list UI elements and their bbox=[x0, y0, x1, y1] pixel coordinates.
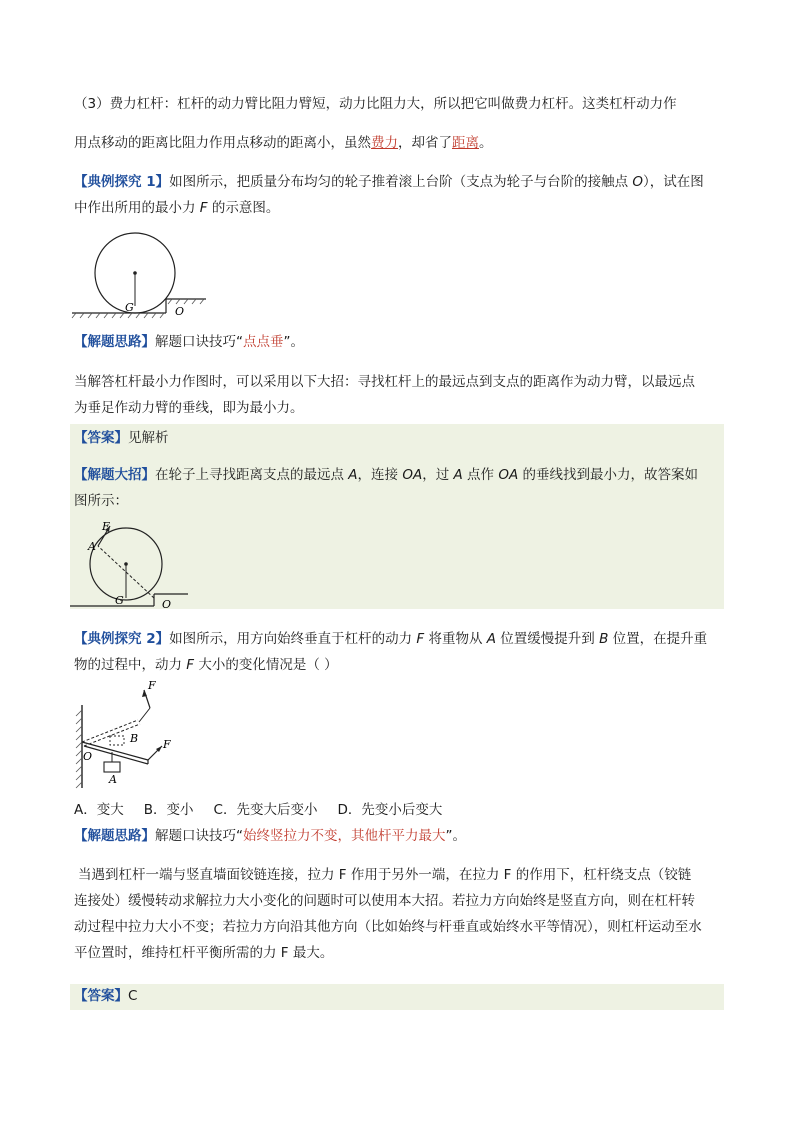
tip1-line bbox=[74, 332, 724, 352]
example2-question-cont bbox=[74, 655, 724, 675]
paragraph-line bbox=[74, 133, 724, 153]
option-d[interactable]: D．先变小后变大 bbox=[337, 802, 443, 818]
tip2-body: 当遇到杠杆一端与竖直墙面铰链连接，拉力 F 作用于另外一端，在拉力 F 的作用下，杠杆绕支点（铰链 bbox=[78, 867, 692, 883]
var-O: O bbox=[632, 174, 644, 190]
option-c[interactable]: C．先变大后变小 bbox=[213, 802, 318, 818]
tip2-body: 连接处）缓慢转动求解拉力大小变化的问题时可以使用本大招。若拉力方向始终是竖直方向，则在杠杆转 bbox=[74, 893, 695, 909]
text-span: 将重物从 bbox=[424, 631, 487, 647]
text-span: 大小的变化情况是（ ） bbox=[194, 657, 338, 673]
text-span: 点作 bbox=[462, 467, 499, 483]
label-O: O bbox=[175, 305, 185, 318]
answer1-solution bbox=[74, 465, 724, 485]
text-span: 解题口诀技巧“ bbox=[155, 334, 243, 350]
highlight-text: 费力 bbox=[371, 135, 398, 151]
example1-question bbox=[74, 172, 724, 192]
label-G: G bbox=[125, 301, 134, 314]
text-span: 的垂线找到最小力，故答案如 bbox=[518, 467, 699, 483]
text-span: 如图所示，用方向始终垂直于杠杆的动力 bbox=[169, 631, 417, 647]
tip1-body: 当解答杠杆最小力作图时，可以采用以下大招：寻找杠杆上的最远点到支点的距离作为动力臂，以最远点 bbox=[74, 374, 695, 390]
text-span: 在轮子上寻找距离支点的最远点 bbox=[155, 467, 349, 483]
text-span: 。 bbox=[479, 135, 493, 151]
text-span: 用点移动的距离比阻力作用点移动的距离小，虽然 bbox=[74, 135, 371, 151]
text-span: ，过 bbox=[422, 467, 454, 483]
text-span: 中作出所用的最小力 bbox=[74, 200, 200, 216]
text-span: ），试在图 bbox=[643, 174, 704, 190]
wheel-figure-1 bbox=[70, 228, 210, 320]
example2-question bbox=[74, 629, 724, 649]
example1-question-cont bbox=[74, 198, 724, 218]
var-OA: OA bbox=[402, 467, 423, 483]
text-span: ”。 bbox=[283, 334, 304, 350]
lever-figure bbox=[70, 680, 190, 792]
highlight-text: 点点垂 bbox=[243, 334, 284, 350]
tip2-body: 动过程中拉力大小不变；若拉力方向沿其他方向（比如始终与杆垂直或始终水平等情况），则杠杆运动至水 bbox=[74, 919, 702, 935]
text-span: 物的过程中，动力 bbox=[74, 657, 187, 673]
var-F: F bbox=[186, 657, 195, 673]
label-A: A bbox=[109, 773, 117, 786]
var-B: B bbox=[599, 631, 609, 647]
section-tag: 【解题思路】 bbox=[74, 334, 155, 350]
section-tag: 【解题思路】 bbox=[74, 828, 155, 844]
text-span: 的示意图。 bbox=[207, 200, 280, 216]
var-A: A bbox=[348, 467, 358, 483]
section-tag: 【答案】 bbox=[74, 988, 128, 1004]
option-b[interactable]: B．变小 bbox=[143, 802, 194, 818]
tip2-line bbox=[74, 826, 724, 846]
highlight-text: 始终竖拉力不变，其他杆平力最大 bbox=[243, 828, 446, 844]
paragraph-line: （3）费力杠杆：杠杆的动力臂比阻力臂短，动力比阻力大，所以把它叫做费力杠杆。这类杠杆动力作 bbox=[74, 96, 677, 112]
var-F: F bbox=[416, 631, 425, 647]
text-span: 位置缓慢提升到 bbox=[496, 631, 600, 647]
text-span: ，却省了 bbox=[398, 135, 452, 151]
section-tag: 【答案】 bbox=[74, 430, 128, 446]
var-A: A bbox=[453, 467, 463, 483]
text-span: 见解析 bbox=[128, 430, 169, 446]
wheel-figure-2 bbox=[70, 518, 190, 610]
answer2-line bbox=[74, 986, 724, 1006]
text-span: 位置，在提升重 bbox=[608, 631, 708, 647]
label-F-top: F bbox=[148, 680, 156, 692]
label-F: F bbox=[102, 520, 110, 533]
answer1-line bbox=[74, 428, 724, 448]
var-F: F bbox=[199, 200, 208, 216]
label-A: A bbox=[88, 540, 96, 553]
options-row bbox=[74, 800, 724, 820]
label-O: O bbox=[83, 750, 93, 763]
section-tag: 【典例探究 1】 bbox=[74, 174, 170, 190]
text-span: 解题口诀技巧“ bbox=[155, 828, 243, 844]
label-F-right: F bbox=[163, 738, 171, 751]
tip1-body: 为垂足作动力臂的垂线，即为最小力。 bbox=[74, 400, 304, 416]
var-A: A bbox=[486, 631, 496, 647]
label-B: B bbox=[130, 732, 139, 745]
section-tag: 【解题大招】 bbox=[74, 467, 155, 483]
var-OA: OA bbox=[498, 467, 519, 483]
tip2-body: 平位置时，维持杠杆平衡所需的力 F 最大。 bbox=[74, 945, 334, 961]
highlight-text: 距离 bbox=[452, 135, 479, 151]
text-span: C bbox=[128, 988, 138, 1004]
section-tag: 【典例探究 2】 bbox=[74, 631, 170, 647]
text-span: ”。 bbox=[445, 828, 466, 844]
label-O: O bbox=[162, 598, 172, 610]
option-a[interactable]: A．变大 bbox=[74, 802, 124, 818]
text-span: 如图所示，把质量分布均匀的轮子推着滚上台阶（支点为轮子与台阶的接触点 bbox=[169, 174, 633, 190]
answer1-solution-cont: 图所示： bbox=[74, 493, 128, 509]
label-G: G bbox=[115, 594, 124, 607]
text-span: ，连接 bbox=[357, 467, 403, 483]
